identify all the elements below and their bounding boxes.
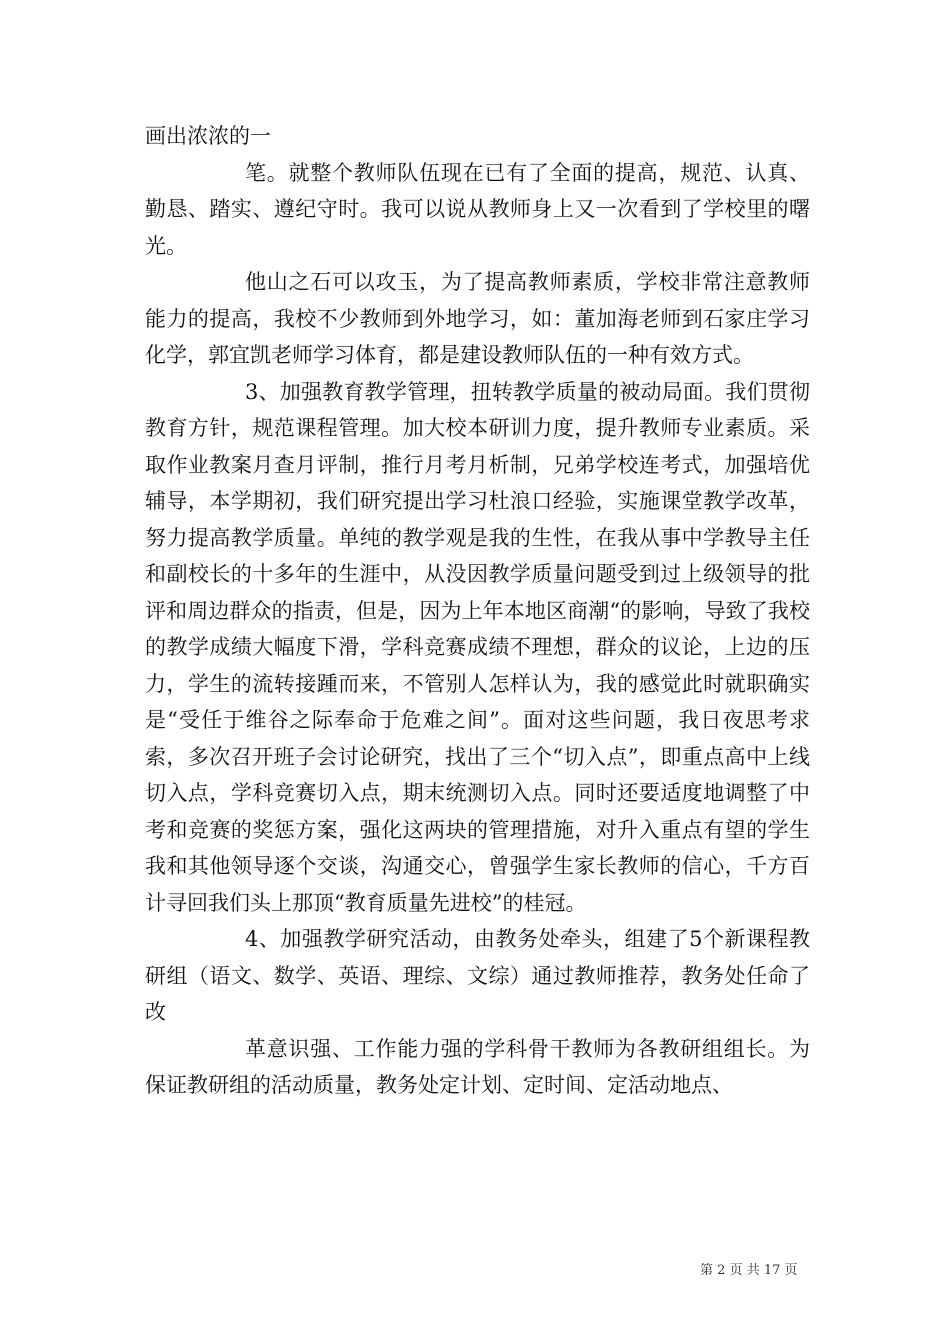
- page-footer: [700, 1259, 900, 1278]
- paragraph-6: 革意识强、工作能力强的学科骨干教师为各教研组组长。为保证教研组的活动质量，教务处定计划、定时间、定活动地点、: [145, 1036, 810, 1097]
- paragraph-5: 4、加强教学研究活动，由教务处牵头，组建了5个新课程教研组（语文、数学、英语、理综、文综）通过教师推荐，教务处任命了改: [145, 927, 810, 1024]
- footer-prefix: 第: [700, 1263, 714, 1278]
- paragraph-1: 画出浓浓的一: [145, 124, 271, 148]
- paragraph-4: 3、加强教育教学管理，扭转教学质量的被动局面。我们贯彻教育方针，规范课程管理。加大校本研训力度，提升教师专业素质。采取作业教案月查月评制，推行月考月析制，兄弟学校连考式，加强培优辅导，本学期初，我们研究提出学习杜浪口经验，实施课堂教学改革，努力提高教学质量。单纯的教学观是我的生性，在我从事中学教导主任和副校长的十多年的生涯中，从没因教学质量问题受到过上级领导的批评和周边群众的指责，但是，因为上年本地区商潮“的影响，导致了我校的教学成绩大幅度下滑，学科竞赛成绩不理想，群众的议论，上边的压力，学生的流转接踵而来，不管别人怎样认为，我的感觉此时就职确实是“受任于维谷之际奉命于危难之间”。面对这些问题，我日夜思考求索，多次召开班子会讨论研究，找出了三个“切入点”，即重点高中上线切入点，学科竞赛切入点，期末统测切入点。同时还要适度地调整了中考和竞赛的奖惩方案，强化这两块的管理措施，对升入重点有望的学生我和其他领导逐个交谈，沟通交心，曾强学生家长教师的信心，千方百计寻回我们头上那顶“教育质量先进校”的桂冠。: [145, 379, 810, 915]
- footer-current-page: 2: [717, 1263, 726, 1278]
- paragraph-3: 他山之石可以攻玉，为了提高教师素质，学校非常注意教师能力的提高，我校不少教师到外地学习，如：董加海老师到石家庄学习化学，郭宜凯老师学习体育，都是建设教师队伍的一种有效方式。: [145, 270, 810, 367]
- footer-suffix: 页: [784, 1263, 798, 1278]
- paragraph-2: 笔。就整个教师队伍现在已有了全面的提高，规范、认真、勤恳、踏实、遵纪守时。我可以说从教师身上又一次看到了学校里的曙光。: [145, 160, 810, 258]
- body-text: [145, 118, 810, 1104]
- footer-total-pages: 17: [763, 1263, 781, 1278]
- footer-middle: 页 共: [729, 1263, 760, 1278]
